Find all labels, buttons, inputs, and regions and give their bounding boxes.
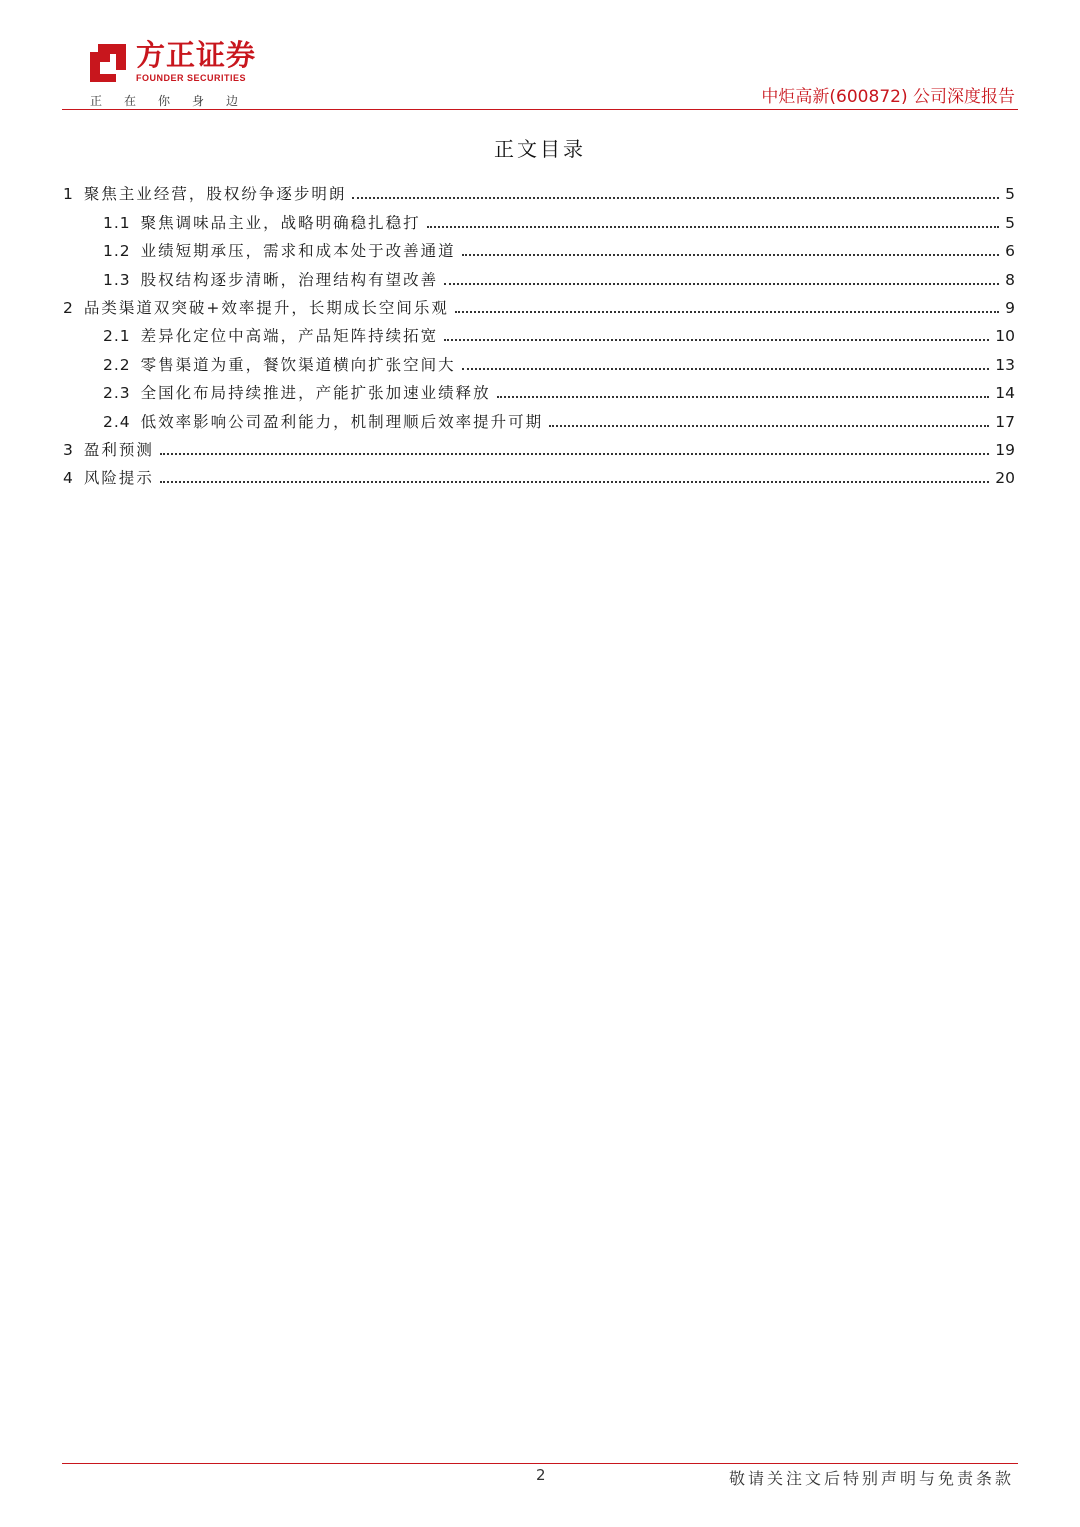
toc-entry-page: 10 — [995, 327, 1015, 346]
page-number: 2 — [536, 1466, 546, 1484]
toc-entry-page: 6 — [1005, 242, 1015, 261]
toc-list — [63, 176, 1015, 488]
toc-entry[interactable] — [63, 290, 1015, 318]
toc-entry-title: 股权结构逐步清晰，治理结构有望改善 — [140, 270, 439, 289]
toc-entry-page: 9 — [1005, 298, 1015, 317]
toc-entry-number: 1.2 — [103, 242, 131, 261]
toc-dot-leader — [549, 424, 989, 427]
toc-entry-number: 1.1 — [103, 213, 131, 232]
toc-dot-leader — [444, 338, 989, 341]
toc-entry-title: 业绩短期承压，需求和成本处于改善通道 — [140, 242, 456, 261]
founder-logo-icon — [86, 40, 130, 84]
toc-entry-title: 差异化定位中高端，产品矩阵持续拓宽 — [140, 327, 439, 346]
disclaimer-note: 敬请关注文后特别声明与免责条款 — [728, 1469, 1014, 1488]
toc-entry-title: 盈利预测 — [83, 440, 154, 459]
toc-entry[interactable] — [63, 460, 1015, 488]
toc-dot-leader — [462, 253, 999, 256]
toc-entry-number: 2.1 — [103, 327, 131, 346]
toc-entry-page: 5 — [1005, 213, 1015, 232]
toc-dot-leader — [462, 367, 990, 370]
toc-entry-title: 零售渠道为重，餐饮渠道横向扩张空间大 — [140, 355, 456, 374]
toc-dot-leader — [455, 310, 999, 313]
company-logo — [86, 40, 266, 110]
toc-entry[interactable] — [63, 233, 1015, 261]
toc-entry-number: 2.3 — [103, 384, 131, 403]
footer-divider — [62, 1463, 1018, 1464]
toc-entry-number: 1 — [63, 185, 74, 204]
toc-entry-number: 2.2 — [103, 355, 131, 374]
toc-entry[interactable] — [63, 176, 1015, 204]
toc-entry[interactable] — [63, 403, 1015, 431]
toc-entry[interactable] — [63, 261, 1015, 289]
toc-entry-title: 全国化布局持续推进，产能扩张加速业绩释放 — [140, 384, 491, 403]
toc-dot-leader — [352, 196, 999, 199]
toc-entry-page: 20 — [995, 469, 1015, 488]
toc-entry-page: 5 — [1005, 185, 1015, 204]
toc-title: 正文目录 — [494, 137, 586, 161]
report-title: 中炬高新(600872) 公司深度报告 — [761, 87, 1015, 107]
toc-entry[interactable] — [63, 375, 1015, 403]
toc-entry-title: 聚焦主业经营，股权纷争逐步明朗 — [83, 185, 347, 204]
toc-entry-title: 聚焦调味品主业，战略明确稳扎稳打 — [140, 213, 421, 232]
toc-dot-leader — [160, 452, 989, 455]
toc-entry-title: 品类渠道双突破+效率提升，长期成长空间乐观 — [83, 298, 449, 317]
toc-entry[interactable] — [63, 432, 1015, 460]
toc-entry[interactable] — [63, 318, 1015, 346]
toc-entry-page: 17 — [995, 412, 1015, 431]
toc-entry-title: 风险提示 — [83, 469, 154, 488]
toc-entry[interactable] — [63, 204, 1015, 232]
toc-entry-page: 13 — [995, 355, 1015, 374]
toc-dot-leader — [427, 225, 999, 228]
toc-entry-number: 2 — [63, 298, 74, 317]
header-divider — [62, 109, 1018, 110]
toc-dot-leader — [497, 395, 990, 398]
toc-entry-number: 3 — [63, 440, 74, 459]
toc-dot-leader — [444, 282, 999, 285]
toc-entry-title: 低效率影响公司盈利能力，机制理顺后效率提升可期 — [140, 412, 544, 431]
toc-entry-page: 8 — [1005, 270, 1015, 289]
toc-entry-number: 1.3 — [103, 270, 131, 289]
logo-chinese-name: 方正证券 — [136, 38, 257, 72]
logo-english-name: FOUNDER SECURITIES — [136, 73, 247, 83]
toc-entry-page: 14 — [995, 384, 1015, 403]
logo-slogan: 正在你身边 — [90, 94, 261, 108]
toc-entry-number: 2.4 — [103, 412, 131, 431]
toc-dot-leader — [160, 480, 989, 483]
toc-entry[interactable] — [63, 346, 1015, 374]
toc-entry-page: 19 — [995, 440, 1015, 459]
toc-entry-number: 4 — [63, 469, 74, 488]
